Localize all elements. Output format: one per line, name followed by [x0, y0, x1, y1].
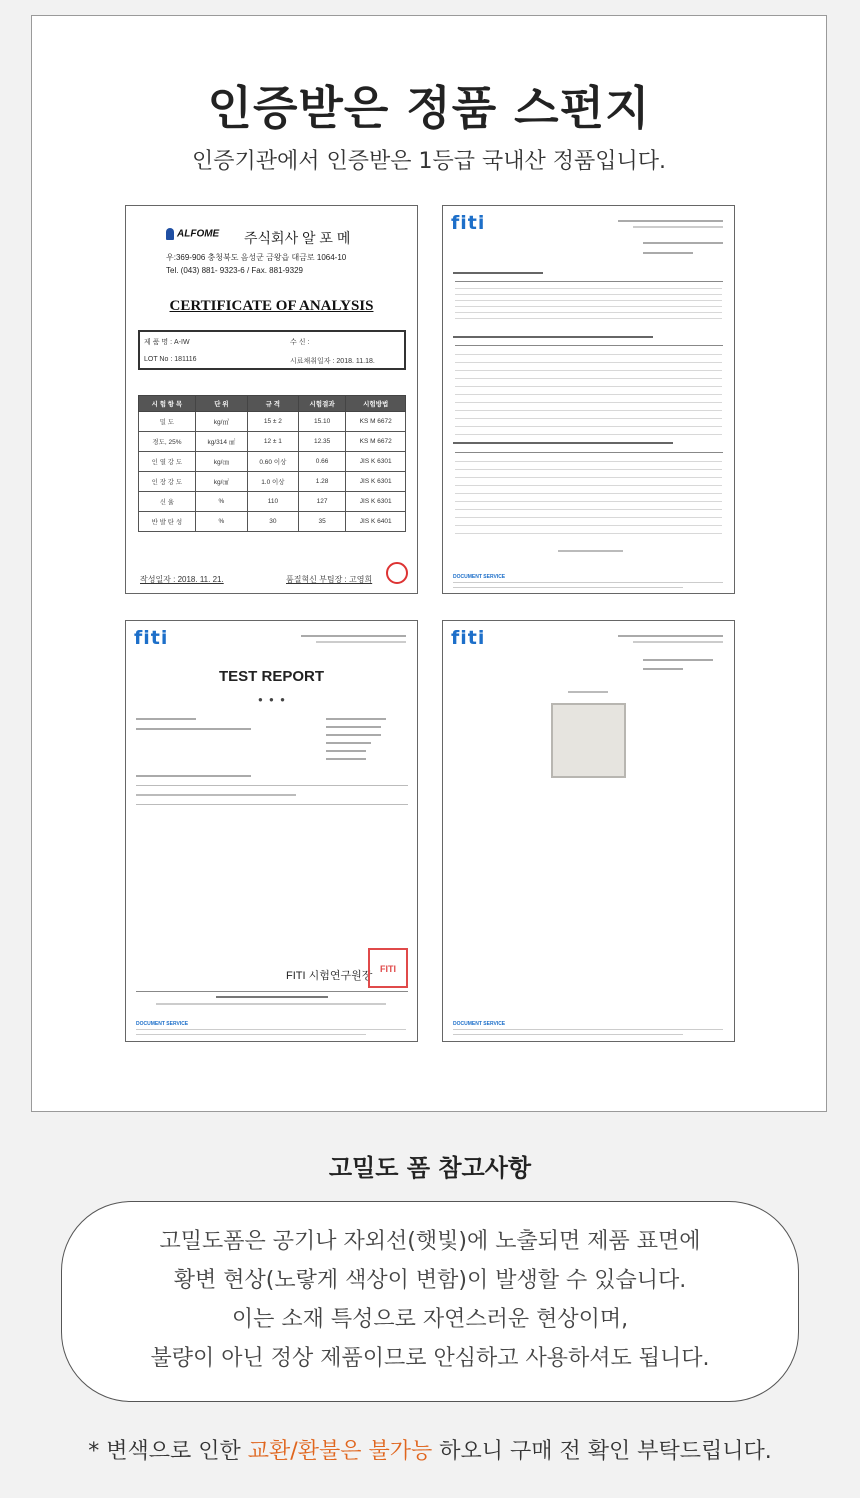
fiti-sample-photo-document — [442, 620, 735, 1042]
table-rule — [455, 517, 722, 518]
table-cell: kg/314 ㎠ — [195, 432, 247, 452]
header-fine-print — [301, 635, 406, 637]
dots-icon: ● ● ● — [258, 695, 287, 704]
table-cell: 127 — [298, 492, 346, 512]
company-phone: Tel. (043) 881- 9323-6 / Fax. 881-9329 — [166, 266, 303, 275]
table-cell: 30 — [247, 512, 298, 532]
reference-title: 고밀도 폼 참고사항 — [328, 1154, 532, 1182]
table-rule — [455, 312, 722, 313]
page-title: 인증받은 정품 스펀지 — [207, 81, 651, 135]
qa-manager: 품질혁신 부팀장 : 고영희 — [286, 575, 373, 584]
page-number-line — [643, 252, 693, 254]
table-cell: 반 발 탄 성 — [139, 512, 196, 532]
header-fine-print — [633, 641, 723, 643]
table-cell: 신 율 — [139, 492, 196, 512]
table-row — [139, 432, 406, 452]
header-fine-print — [316, 641, 406, 643]
footer-fine-print — [136, 1029, 406, 1030]
table-rule — [455, 318, 722, 319]
report-meta-line — [326, 742, 371, 744]
fiti-logo: fiti — [451, 627, 486, 649]
table-header: 규 격 — [247, 396, 298, 412]
table-rule — [455, 354, 722, 355]
table-cell: kg/㎥ — [195, 412, 247, 432]
table-cell: 경도, 25% — [139, 432, 196, 452]
warning-suffix: 하오니 구매 전 확인 부탁드립니다. — [432, 1439, 772, 1464]
verification-line — [156, 1003, 386, 1005]
table-border — [455, 281, 723, 282]
divider — [136, 991, 408, 992]
table-row — [139, 472, 406, 492]
table-header: 단 위 — [195, 396, 247, 412]
footer-fine-print — [453, 1029, 723, 1030]
report-meta-line — [326, 750, 366, 752]
applicant-line — [136, 718, 196, 720]
table-rule — [455, 294, 722, 295]
page-subtitle: 인증기관에서 인증받은 1등급 국내산 정품입니다. — [191, 149, 666, 174]
table-cell: JIS K 6301 — [346, 492, 406, 512]
table-cell: KS M 6672 — [346, 412, 406, 432]
table-cell: 밀 도 — [139, 412, 196, 432]
notice-line: 고밀도폼은 공기나 자외선(햇빛)에 노출되면 제품 표면에 — [159, 1229, 701, 1254]
table-rule — [455, 469, 722, 470]
table-cell: 인 장 강 도 — [139, 472, 196, 492]
table-rule — [455, 461, 722, 462]
end-of-results-line — [558, 550, 623, 552]
table-row — [139, 492, 406, 512]
written-date: 작성일자 : 2018. 11. 21. — [140, 575, 224, 584]
table-cell: 35 — [298, 512, 346, 532]
table-row — [139, 452, 406, 472]
table-rule — [455, 509, 722, 510]
footer-fine-print — [453, 582, 723, 583]
header-fine-print — [633, 226, 723, 228]
header-fine-print — [618, 220, 723, 222]
company-address: 우:369-906 충청북도 음성군 금왕읍 대금로 1064-10 — [166, 253, 347, 262]
table-cell: kg/㎠ — [195, 472, 247, 492]
product-name: 제 품 명 : A-IW — [144, 339, 190, 346]
document-service-label: DOCUMENT SERVICE — [453, 1021, 506, 1027]
table-rule — [455, 402, 722, 403]
table-cell: 1.0 이상 — [247, 472, 298, 492]
table-rule — [455, 386, 722, 387]
table-cell: 15 ± 2 — [247, 412, 298, 432]
table-rule — [455, 525, 722, 526]
table-header: 시 험 항 목 — [139, 396, 196, 412]
section-heading-line — [453, 442, 673, 444]
page-number-line — [643, 668, 683, 670]
document-service-label: DOCUMENT SERVICE — [136, 1021, 189, 1027]
fiti-logo: fiti — [134, 627, 169, 649]
footer-fine-print — [453, 1034, 683, 1035]
test-report-title: TEST REPORT — [218, 668, 324, 685]
table-rule — [455, 501, 722, 502]
divider — [136, 804, 408, 805]
table-cell: JIS K 6401 — [346, 512, 406, 532]
sample-line — [136, 775, 251, 777]
table-header: 시험결과 — [298, 396, 346, 412]
table-header-row — [139, 396, 406, 412]
table-border — [455, 345, 723, 346]
table-rule — [455, 477, 722, 478]
notice-line: 이는 소재 특성으로 자연스러운 현상이며, — [231, 1307, 629, 1332]
table-rule — [455, 300, 722, 301]
footer-fine-print — [136, 1034, 366, 1035]
sponge-sample-image — [551, 703, 626, 778]
reference-notice-box — [61, 1201, 799, 1402]
section-heading-line — [453, 272, 543, 274]
fiti-logo: fiti — [451, 212, 486, 234]
header-fine-print — [618, 635, 723, 637]
section-heading-line — [453, 336, 653, 338]
notice-line: 황변 현상(노랗게 색상이 변함)이 발생할 수 있습니다. — [173, 1268, 687, 1293]
sampling-date: 시료채취일자 : 2018. 11.18. — [290, 358, 375, 365]
analysis-table — [138, 395, 406, 532]
company-name: 주식회사 알 포 메 — [244, 230, 351, 246]
report-number-line — [643, 242, 723, 244]
table-cell: KS M 6672 — [346, 432, 406, 452]
table-cell: JIS K 6301 — [346, 472, 406, 492]
table-rule — [455, 288, 722, 289]
document-service-label: DOCUMENT SERVICE — [453, 574, 506, 580]
seal-stamp-icon — [386, 562, 408, 584]
table-cell: 1.28 — [298, 472, 346, 492]
table-cell: 15.10 — [298, 412, 346, 432]
verification-line — [216, 996, 328, 998]
table-rule — [455, 485, 722, 486]
table-rule — [455, 362, 722, 363]
table-rule — [455, 378, 722, 379]
fiti-test-report-document — [125, 620, 418, 1042]
sample-photo-caption-line — [568, 691, 608, 693]
table-rule — [455, 493, 722, 494]
lot-number: LOT No : 181116 — [144, 356, 197, 363]
divider — [136, 785, 408, 786]
table-rule — [455, 370, 722, 371]
alfome-logo-icon — [166, 228, 174, 240]
recipient: 수 신 : — [290, 339, 310, 346]
table-row — [139, 512, 406, 532]
table-cell: kg/㎝ — [195, 452, 247, 472]
alfome-logo: ALFOME — [166, 228, 219, 240]
table-border — [455, 452, 723, 453]
table-cell: 12 ± 1 — [247, 432, 298, 452]
report-number-line — [643, 659, 713, 661]
table-row — [139, 412, 406, 432]
notice-line: 불량이 아닌 정상 제품이므로 안심하고 사용하셔도 됩니다. — [150, 1346, 710, 1371]
table-cell: 0.60 이상 — [247, 452, 298, 472]
table-rule — [455, 394, 722, 395]
fiti-test-results-document — [442, 205, 735, 594]
warning-highlight: 교환/환불은 불가능 — [247, 1439, 433, 1464]
table-cell: 0.66 — [298, 452, 346, 472]
table-cell: % — [195, 512, 247, 532]
report-meta-line — [326, 718, 386, 720]
report-meta-line — [326, 734, 381, 736]
certificate-title: CERTIFICATE OF ANALYSIS — [169, 298, 374, 314]
table-cell: % — [195, 492, 247, 512]
lab-name: FITI 시험연구원장 — [286, 970, 373, 982]
footer-fine-print — [453, 587, 683, 588]
table-rule — [455, 418, 722, 419]
result-line — [136, 794, 296, 796]
warning-prefix: * 변색으로 인한 — [88, 1439, 248, 1464]
table-cell: 110 — [247, 492, 298, 512]
address-line — [136, 728, 251, 730]
table-rule — [455, 410, 722, 411]
certificate-of-analysis-document — [125, 205, 418, 594]
table-cell: 인 열 강 도 — [139, 452, 196, 472]
refund-warning — [0, 1434, 860, 1465]
table-header: 시험방법 — [346, 396, 406, 412]
table-rule — [455, 306, 722, 307]
table-rule — [455, 533, 722, 534]
table-cell: 12.35 — [298, 432, 346, 452]
table-rule — [455, 434, 722, 435]
table-cell: JIS K 6301 — [346, 452, 406, 472]
product-info-box — [138, 330, 406, 370]
report-meta-line — [326, 758, 366, 760]
table-rule — [455, 426, 722, 427]
report-meta-line — [326, 726, 381, 728]
fiti-seal-stamp-icon: FITI — [368, 948, 408, 988]
